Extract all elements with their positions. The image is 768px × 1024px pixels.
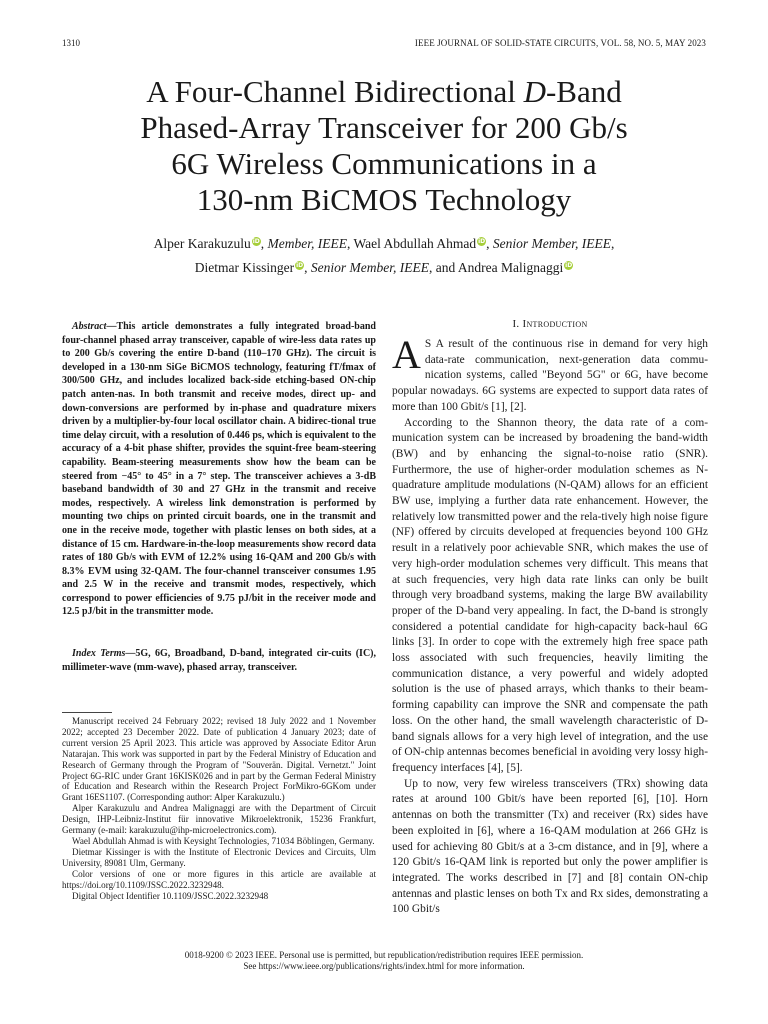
footnote-affiliation: Dietmar Kissinger is with the Institute of Electronic Devices and Circuits, Ulm University, 89081 Ulm, Germany. [62,846,376,868]
orcid-icon[interactable]: iD [478,238,486,245]
paper-title [60,74,708,218]
author-line-2: Dietmar Kissinger iD, Senior Member, IEEE, and Andrea Malignaggi iD [194,260,573,275]
index-terms-label: Index Terms [72,648,126,659]
orcid-icon[interactable]: iD [296,262,304,269]
author-name: Wael Abdullah Ahmad [353,236,477,251]
footnotes [62,716,376,901]
footnote-doi[interactable]: Digital Object Identifier 10.1109/JSSC.2022.3232948 [72,890,269,901]
section-number: I. [512,318,520,330]
abstract-text: This article demonstrates a fully integrated broad-band four-channel phased array transceiver, capable of wire-less data rates up to 200 Gb/s covering the entire D-band (110–170 GHz). The circuit is developed in a 130-nm SiGe BiCMOS technology, featuring fT/fmax of 300/500 GHz, and includes localized back-side etching-based ON-chip patch anten-nas. In both transmit and receive modes, direct up- and down-conversions are performed by in-phase and quadrature mixers driven by a multiplier-by-four local oscillator chain. A bidirec-tional true time delay circuit, with a resolution of 0.446 ps, which is equivalent to the accuracy of a 4-bit phase shifter, provides the squint-free beam-steering capability. Beam-steering measurements show how the beam can be steered from −45° to 45° in a 7° step. The transceiver achieves a 3-dB baseband bandwidth of 30 and 27 GHz in the transmit and receive modes, respectively. A wireless link demonstration is performed by mounting two chips on printed circuit boards, one in the transmit and one in the receive mode, together with plastic lenses on both sides, at a distance of 15 cm. Hardware-in-the-loop measurements show record data rates of 180 Gb/s with EVM of 12.2% using 16-QAM and 200 Gb/s with 8.3% EVM using 32-QAM. The four-channel transceiver consumes 1.95 and 2.5 W in the receive and transmit modes, respectively, which correspond to power efficiencies of 9.75 pJ/bit in the receiver mode and 12.5 pJ/bit in the transmitter mode. [62,321,376,618]
author-name: Alper Karakuzulu [153,236,251,251]
page-number: 1310 [62,38,80,48]
title-line-3: 6G Wireless Communications in a [171,146,597,181]
running-header: IEEE JOURNAL OF SOLID-STATE CIRCUITS, VOL. 58, NO. 5, MAY 2023 [414,38,706,48]
orcid-icon[interactable]: iD [565,262,573,269]
footnote-manuscript: Manuscript received 24 February 2022; revised 18 July 2022 and 1 November 2022; accepted 23 December 2022. Date of publication 4 January 2023; date of current version 25 April 2023. This article was approved by Associate Editor Arun Natarajan. This work was supported in part by the Federal Ministry of Education and Research of Germany through the Program of "Souverän. Digital. Vernetzt." Joint Project 6G-RIC under Grant 16KISK026 and in part by the German Federal Ministry of Education and Research within the Research Project ForMikro-6GKom under Grant 16ES1107. (Corresponding author: Alper Karakuzulu.) [62,716,376,803]
paragraph: A S A result of the continuous rise in demand for very high data-rate communication, next-generation data commu-nication systems, called "Beyond 5G" or 6G, have become popular nowadays. 6G systems are expected to support data rates of more than 100 Gbit/s [1], [2]. [392,332,708,413]
paragraph: According to the Shannon theory, the data rate of a com-munication system can be increased by broadening the band-width (BW) and by enhancing the signal-to-noise ratio (SNR). Furthermore, the use of higher-order modulation schemes as N-quadrature amplitude modulations (N-QAM) allows for an efficient BW use, implying a further data rate enhancement. However, the relatively low transmitted power and the rela-tively high noise figure (NF) offered by circuits developed at frequencies beyond 100 GHz result in a relatively poor achievable SNR, which makes the use of very high-order modulation schemes very difficult. This means that at such frequencies, very high data rate links can only be built through very broadband systems, making the large BW availability proper of the D-band very appealing. In fact, the D-band is strongly considered a potential candidate for high-capacity back-haul 6G links [3]. In order to cope with the extremely high free space path loss associated with such frequencies, heavily limiting the communication distance, a very powerful and widely adopted solution is the use of phased arrays, which thanks to their beam-forming capability can improve the SNR and compensate the path loss. On the other hand, the small wavelength characteristic of D-band signals allows for a very high level of integration, and the use of ON-chip antennas becomes beneficial in avoiding very lossy high-frequency interfaces [4], [5]. [392,416,709,774]
author-line-1: Alper Karakuzulu iD, Member, IEEE, Wael Abdullah Ahmad iD, Senior Member, IEEE, [153,236,615,251]
footnote-divider [62,712,112,713]
copyright-line-2[interactable]: See https://www.ieee.org/publications/rights/index.html for more information. [243,961,525,971]
abstract: Abstract—This article demonstrates a fully integrated broad-band four-channel phased array transceiver, capable of wire-less data rates up to 200 Gb/s covering the entire D-band (110–170 GHz). The circuit is developed in a 130-nm SiGe BiCMOS technology, featuring fT/fmax of 300/500 GHz, and includes localized back-side etching-based ON-chip patch anten-nas. In both transmit and receive modes, direct up- and down-conversions are performed by in-phase and quadrature mixers driven by a multiplier-by-four local oscillator chain. A bidirec-tional true time delay circuit, with a resolution of 0.446 ps, which is equivalent to the accuracy of a 4-bit phase shifter, provides the squint-free beam-steering capability. Beam-steering measurements show how the beam can be steered from −45° to 45° in a 7° step. The transceiver achieves a 3-dB baseband bandwidth of 30 and 27 GHz in the transmit and receive modes, respectively. A wireless link demonstration is performed by mounting two chips on printed circuit boards, one in the transmit and one in the receive mode, together with plastic lenses on both sides, at a distance of 15 cm. Hardware-in-the-loop measurements show record data rates of 180 Gb/s with EVM of 12.2% using 16-QAM and 200 Gb/s with 8.3% EVM using 32-QAM. The four-channel transceiver consumes 1.95 and 2.5 W in the receive and transmit modes, respectively, which correspond to power efficiencies of 9.75 pJ/bit in the receiver mode and 12.5 pJ/bit in the transmitter mode. [62,321,376,618]
section-heading [392,318,708,330]
index-terms: Index Terms—5G, 6G, Broadband, D-band, integrated cir-cuits (IC), millimeter-wave (mm-wave), phased array, transceiver. [62,648,376,673]
paragraph: Up to now, very few wireless transceivers (TRx) showing data rates at around 100 Gbit/s have been reported [6], [10]. Horn antennas on both the transmitter (Tx) and receiver (Rx) sides have been exploited in [6], where a 16-QAM modulation at 266 GHz is used for achieving 80 Gbit/s at a 3-cm distance, and in [9], where a 120 Gbit/s 16-QAM link is reported but only the power amplifier is integrated. The works described in [7] and [8] contain ON-chip antennas and plastic lenses on both Tx and Rx sides, demonstrating a 100 Gbit/s [392,777,708,916]
author-name: Dietmar Kissinger [194,260,295,275]
index-terms-text: 5G, 6G, Broadband, D-band, integrated cir-cuits (IC), millimeter-wave (mm-wave), phased array, transceiver. [62,648,376,673]
author-role: Senior Member, IEEE [492,236,611,251]
title-line-2: Phased-Array Transceiver for 200 Gb/s [140,110,628,145]
title-line-4: 130-nm BiCMOS Technology [196,182,572,217]
orcid-icon[interactable]: iD [252,238,260,245]
title-line-1: A Four-Channel Bidirectional D-Band [146,74,622,109]
footnote-color-figures[interactable]: Color versions of one or more figures in this article are available at https://doi.org/10.1109/JSSC.2022.3232948. [62,868,376,890]
author-role: Senior Member, IEEE [310,260,429,275]
author-role: Member, IEEE [267,236,347,251]
footnote-affiliation: Wael Abdullah Ahmad is with Keysight Technologies, 71034 Böblingen, Germany. [72,835,375,846]
introduction-body [392,332,709,918]
copyright-notice [62,950,706,972]
section-title: Introduction [522,318,588,330]
abstract-label: Abstract [72,321,107,332]
drop-cap: A [392,332,421,377]
copyright-line-1: 0018-9200 © 2023 IEEE. Personal use is permitted, but republication/redistribution requires IEEE permission. [184,950,584,960]
author-list [60,232,708,280]
author-name: Andrea Malignaggi [457,260,564,275]
footnote-affiliation: Alper Karakuzulu and Andrea Malignaggi are with the Department of Circuit Design, IHP-Leibniz-Institut für innovative Mikroelektronik, 15236 Frankfurt, Germany (e-mail: karakuzulu@ihp-microelectronics.com). [62,803,376,836]
